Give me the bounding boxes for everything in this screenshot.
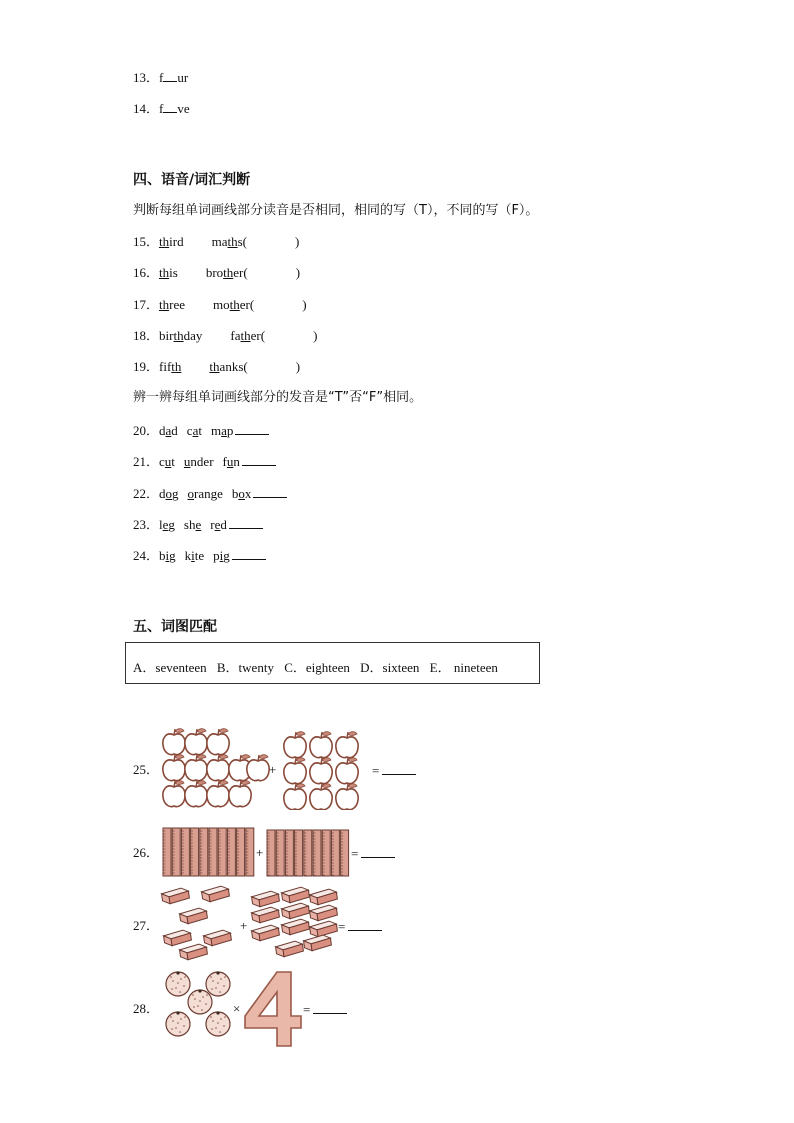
- item-number: 24．: [133, 548, 160, 563]
- ruler-icon: [246, 828, 254, 876]
- section-4-instruction-1: 判断每组单词画线部分读音是否相同，相同的写（T），不同的写（F）。: [133, 203, 539, 218]
- word-part: b: [159, 548, 166, 563]
- ruler-icon: [276, 830, 284, 876]
- word-part: is: [169, 265, 178, 280]
- underlined-part: th: [173, 328, 184, 343]
- q25-number: 25．: [133, 762, 160, 777]
- item-14: [133, 100, 190, 117]
- q28-times: ×: [233, 1001, 241, 1016]
- item-18: [133, 328, 317, 344]
- orange-icon: [188, 989, 212, 1014]
- ruler-icon: [304, 830, 312, 876]
- ruler-icon: [209, 828, 217, 876]
- item-number: 20．: [133, 423, 160, 438]
- q27-number: 27．: [133, 918, 160, 933]
- word-part: g: [223, 548, 230, 563]
- word-options: [133, 657, 498, 676]
- section-4-title: 四、语音/词汇判断: [133, 172, 251, 188]
- apples-group-left: [160, 727, 270, 809]
- apple-icon: [310, 758, 332, 784]
- ruler-icon: [191, 828, 199, 876]
- underlined-part: o: [187, 486, 195, 501]
- underlined-part: th: [227, 234, 238, 249]
- word-part: bro: [205, 265, 224, 280]
- answer-parentheses[interactable]: ( ): [249, 297, 307, 312]
- word-part: d: [220, 517, 227, 532]
- eraser-icon: [179, 943, 208, 961]
- word-part: ird: [169, 234, 184, 249]
- underlined-part: u: [164, 454, 172, 469]
- ruler-icon: [331, 830, 339, 876]
- apple-icon: [310, 784, 332, 810]
- item-number: 15．: [133, 234, 160, 249]
- word-part: t: [171, 454, 175, 469]
- word-part: l: [159, 517, 163, 532]
- item-number: 22．: [133, 486, 160, 501]
- option-c: C．eighteen: [284, 660, 350, 675]
- option-a: A．seventeen: [133, 660, 207, 675]
- word-part: f: [159, 101, 164, 116]
- item-17: [133, 297, 307, 313]
- word-part: f: [159, 70, 164, 85]
- item-number: 16．: [133, 265, 160, 280]
- word-part: er: [239, 297, 250, 312]
- apple-icon: [284, 732, 306, 758]
- apple-icon: [185, 755, 207, 781]
- ruler-icon: [341, 830, 349, 876]
- apple-icon: [284, 784, 306, 810]
- ruler-icon: [163, 828, 171, 876]
- word: [159, 265, 178, 280]
- word-part: bir: [159, 328, 174, 343]
- word-part: d: [171, 423, 178, 438]
- word-part: p: [226, 423, 234, 438]
- word-part: n: [233, 454, 240, 469]
- q27-equals: =: [338, 918, 382, 935]
- eraser-icon: [303, 934, 332, 952]
- underlined-part: u: [226, 454, 234, 469]
- word: [159, 517, 175, 532]
- word-part: ve: [177, 101, 190, 116]
- word-part: sh: [183, 517, 196, 532]
- ruler-icon: [285, 830, 293, 876]
- eraser-icon: [275, 940, 304, 958]
- ruler-icon: [237, 828, 245, 876]
- item-22: [133, 485, 287, 502]
- apple-icon: [336, 784, 358, 810]
- eraser-icon: [161, 887, 190, 905]
- word-part: k: [184, 548, 192, 563]
- ruler-icon: [322, 830, 330, 876]
- word-part: fa: [230, 328, 241, 343]
- answer-parentheses[interactable]: ( ): [242, 234, 300, 249]
- item-16: [133, 265, 300, 281]
- word-part: fif: [159, 359, 172, 374]
- apple-icon: [207, 755, 229, 781]
- word-part: nder: [190, 454, 214, 469]
- q26-number: 26．: [133, 845, 160, 860]
- answer-blank[interactable]: [163, 100, 177, 113]
- underlined-part: a: [165, 423, 172, 438]
- word-options-box: [125, 642, 540, 684]
- word-part: ur: [177, 70, 189, 85]
- underlined-part: i: [165, 548, 170, 563]
- word: [159, 359, 181, 374]
- underlined-part: e: [195, 517, 202, 532]
- word: [184, 517, 201, 532]
- word-part: r: [210, 517, 215, 532]
- word-part: t: [198, 423, 202, 438]
- item-21: [133, 453, 276, 470]
- ruler-icon: [181, 828, 189, 876]
- word: [159, 297, 185, 312]
- answer-blank[interactable]: [163, 69, 177, 82]
- item-20: [133, 422, 269, 439]
- word: [188, 486, 223, 501]
- apple-icon: [336, 758, 358, 784]
- word: [159, 486, 179, 501]
- eraser-icon: [201, 885, 230, 903]
- rulers-group-right: [265, 828, 351, 878]
- apple-icon: [336, 732, 358, 758]
- word: [185, 548, 205, 563]
- word: [206, 265, 244, 280]
- word-part: er: [250, 328, 261, 343]
- ruler-icon: [295, 830, 303, 876]
- answer-blank[interactable]: [242, 453, 276, 466]
- apple-icon: [247, 755, 269, 781]
- apple-icon: [284, 758, 306, 784]
- q25-plus: +: [269, 762, 277, 777]
- item-23: [133, 516, 263, 533]
- oranges-group: [160, 970, 240, 1050]
- word-part: day: [183, 328, 203, 343]
- answer-blank[interactable]: [235, 422, 269, 435]
- eraser-icon: [281, 902, 310, 920]
- apple-icon: [163, 755, 185, 781]
- answer-parentheses[interactable]: ( ): [243, 265, 301, 280]
- item-19: [133, 359, 300, 375]
- item-number: 18．: [133, 328, 160, 343]
- q27-answer-blank[interactable]: [348, 918, 382, 931]
- orange-icon: [166, 1011, 190, 1036]
- underlined-part: th: [240, 328, 251, 343]
- item-15: [133, 234, 299, 250]
- q26-equals: =: [351, 845, 395, 862]
- eraser-icon: [309, 904, 338, 922]
- underlined-part: th: [223, 265, 234, 280]
- q25-equals: =: [372, 762, 416, 779]
- word-part: d: [159, 423, 166, 438]
- word-part: c: [186, 423, 193, 438]
- item-number: 13．: [133, 70, 160, 85]
- underlined-part: u: [183, 454, 191, 469]
- underlined-part: a: [192, 423, 199, 438]
- q27-plus: +: [240, 918, 248, 933]
- item-number: 21．: [133, 454, 160, 469]
- word-part: s: [237, 234, 243, 249]
- eraser-icon: [251, 890, 280, 908]
- apple-icon: [310, 732, 332, 758]
- apples-group-right: [279, 730, 374, 810]
- word: [232, 486, 252, 501]
- answer-parentheses[interactable]: ( ): [260, 328, 318, 343]
- item-13: [133, 69, 188, 86]
- eraser-icon: [163, 929, 192, 947]
- item-number: 17．: [133, 297, 160, 312]
- word-part: ma: [211, 234, 228, 249]
- answer-blank[interactable]: [229, 516, 263, 529]
- eraser-icon: [203, 929, 232, 947]
- q28-number: 28．: [133, 1001, 160, 1016]
- word-part: range: [194, 486, 223, 501]
- underlined-part: o: [165, 486, 173, 501]
- q28-equals: =: [303, 1001, 347, 1018]
- ruler-icon: [267, 830, 275, 876]
- word: [213, 297, 250, 312]
- word-part: x: [244, 486, 252, 501]
- word-part: d: [159, 486, 166, 501]
- eraser-icon: [251, 906, 280, 924]
- ruler-icon: [172, 828, 180, 876]
- word: [159, 454, 175, 469]
- ruler-icon: [313, 830, 321, 876]
- word: [159, 548, 176, 563]
- word: [159, 423, 178, 438]
- item-number: 19．: [133, 359, 160, 374]
- word-part: m: [210, 423, 222, 438]
- q26-plus: +: [256, 845, 264, 860]
- apple-icon: [185, 729, 207, 755]
- underlined-part: a: [221, 423, 227, 438]
- orange-icon: [166, 971, 190, 996]
- underlined-part: i: [219, 548, 224, 563]
- word-part: g: [169, 548, 176, 563]
- word: [209, 359, 243, 374]
- word-part: p: [213, 548, 220, 563]
- word: [211, 423, 233, 438]
- q26-answer-blank[interactable]: [361, 845, 395, 858]
- underlined-part: i: [191, 548, 195, 563]
- word-part: mo: [213, 297, 230, 312]
- word: [230, 328, 260, 343]
- underlined-part: th: [159, 234, 170, 249]
- rulers-group-left: [161, 826, 257, 878]
- ruler-icon: [200, 828, 208, 876]
- word: [159, 234, 184, 249]
- word-part: f: [222, 454, 227, 469]
- word: [159, 328, 202, 343]
- word: [187, 423, 202, 438]
- apple-icon: [207, 781, 229, 807]
- option-e: E． nineteen: [429, 660, 498, 675]
- ruler-icon: [227, 828, 235, 876]
- eraser-icon: [309, 888, 338, 906]
- ruler-icon: [218, 828, 226, 876]
- word-part: te: [194, 548, 205, 563]
- underlined-part: th: [171, 359, 182, 374]
- underlined-part: e: [214, 517, 221, 532]
- eraser-icon: [281, 918, 310, 936]
- section-4-instruction-2: 辨一辨每组单词画线部分的发音是“T”否“F”相同。: [133, 390, 423, 405]
- section-5-title: 五、词图匹配: [133, 619, 217, 635]
- word: [223, 454, 240, 469]
- number-four-graphic: [243, 970, 305, 1048]
- underlined-part: th: [159, 297, 170, 312]
- orange-icon: [206, 1011, 230, 1036]
- word-part: g: [172, 486, 179, 501]
- word-part: g: [168, 517, 175, 532]
- underlined-part: th: [229, 297, 240, 312]
- word: [213, 548, 230, 563]
- word-part: er: [233, 265, 244, 280]
- item-number: 23．: [133, 517, 160, 532]
- answer-blank[interactable]: [253, 485, 287, 498]
- q28-answer-blank[interactable]: [313, 1001, 347, 1014]
- apple-icon: [229, 781, 251, 807]
- word-part: anks: [219, 359, 244, 374]
- eraser-icon: [251, 924, 280, 942]
- erasers-group-right: [248, 886, 340, 964]
- word: [212, 234, 243, 249]
- underlined-part: th: [209, 359, 220, 374]
- option-d: D．sixteen: [360, 660, 420, 675]
- apple-icon: [163, 729, 185, 755]
- underlined-part: o: [238, 486, 245, 501]
- word-part: c: [159, 454, 165, 469]
- underlined-part: th: [159, 265, 170, 280]
- apple-icon: [163, 781, 185, 807]
- apple-icon: [207, 729, 229, 755]
- four-digit-icon: [245, 972, 301, 1046]
- word: [184, 454, 214, 469]
- orange-icon: [206, 971, 230, 996]
- q25-answer-blank[interactable]: [382, 762, 416, 775]
- eraser-icon: [281, 886, 310, 904]
- answer-parentheses[interactable]: ( ): [243, 359, 301, 374]
- word: [210, 517, 227, 532]
- option-b: B．twenty: [216, 660, 274, 675]
- item-24: [133, 547, 266, 564]
- word-part: b: [231, 486, 239, 501]
- erasers-group-left: [160, 885, 242, 963]
- underlined-part: e: [162, 517, 169, 532]
- eraser-icon: [179, 907, 208, 925]
- word-part: ree: [169, 297, 186, 312]
- answer-blank[interactable]: [232, 547, 266, 560]
- item-number: 14．: [133, 101, 160, 116]
- apple-icon: [185, 781, 207, 807]
